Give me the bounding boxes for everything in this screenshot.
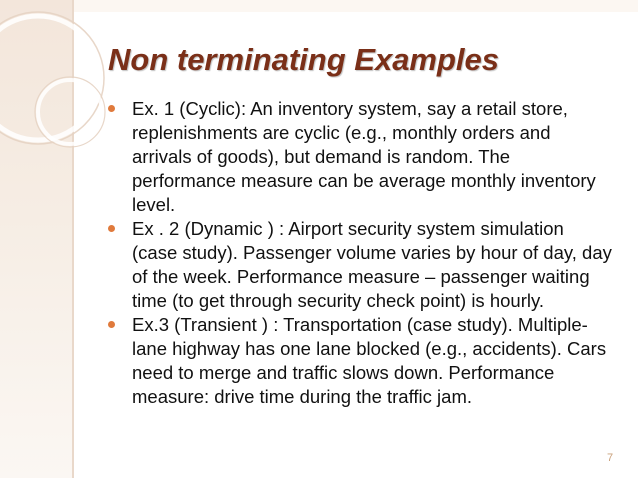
bullet-dot-icon [108, 225, 115, 232]
bullet-dot-icon [108, 105, 115, 112]
bullet-dot-icon [108, 321, 115, 328]
page-number: 7 [607, 452, 614, 464]
bullet-item-cyclic [106, 97, 614, 217]
ring-large [0, 16, 100, 140]
bullet-text: Ex.3 (Transient ) : Transportation (case study). Multiple-lane highway has one lane blocked (e.g., accidents). Cars need to merge and traffic slows down. Performance measure: drive time during the traffic jam. [132, 314, 607, 407]
bullet-text: Ex. 1 (Cyclic): An inventory system, say a retail store, replenishments are cyclic (e.g., monthly orders and arrivals of goods), but demand is random. The performance measure can be average monthly inventory level. [132, 98, 596, 215]
slide-title: Non terminating Examples [108, 42, 500, 77]
bullet-list [106, 97, 614, 409]
bullet-item-transient [106, 313, 614, 409]
bullet-item-dynamic [106, 217, 614, 313]
ring-large-shadow [0, 12, 104, 144]
bullet-text: Ex . 2 (Dynamic ) : Airport security system simulation (case study). Passenger volume varies by hour of day, day of the week. Performance measure – passenger waiting time (to get through security check point) is hourly. [132, 218, 612, 311]
